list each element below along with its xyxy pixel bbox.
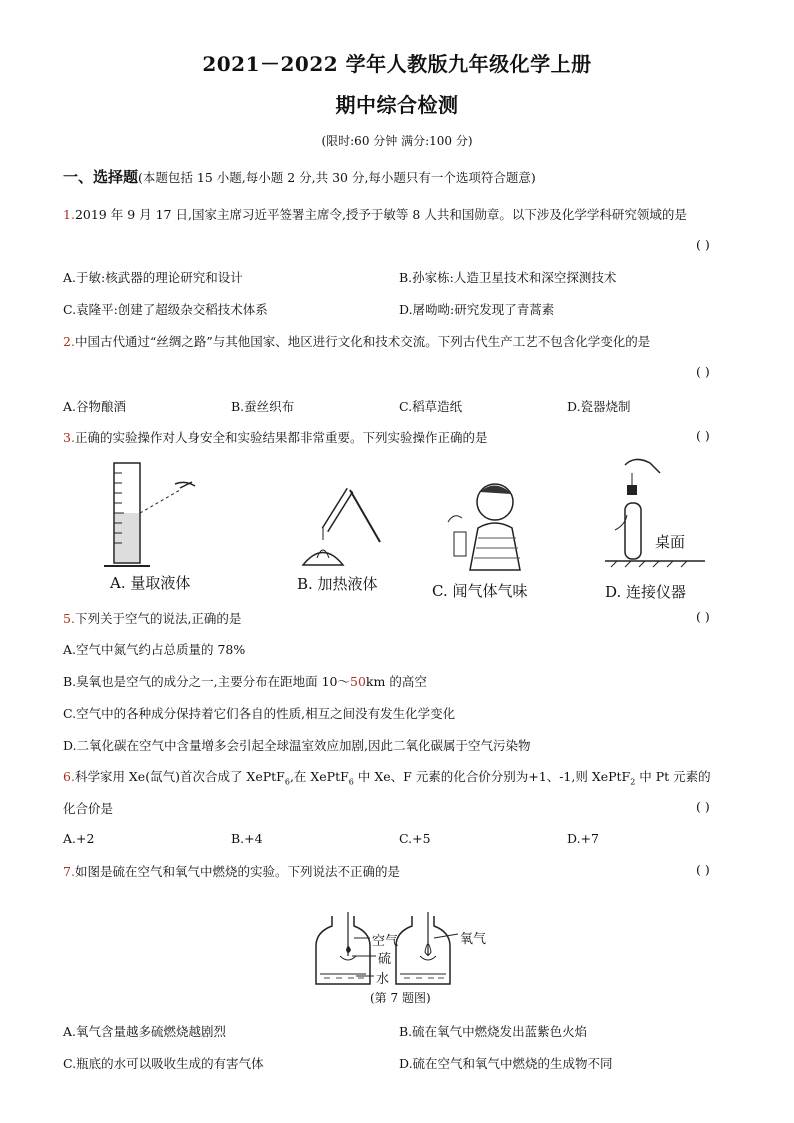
exam-title: 2021－2022 学年人教版九年级化学上册 xyxy=(202,52,592,76)
answer-blank: ( ) xyxy=(696,364,710,379)
option-d: D.二氧化碳在空气中含量增多会引起全球温室效应加剧,因此二氧化碳属于空气污染物 xyxy=(63,738,531,753)
question-2-stem xyxy=(63,332,650,350)
option-text: B.臭氧也是空气的成分之一,主要分布在距地面 10～ xyxy=(63,674,351,689)
option-a: A.+2 xyxy=(63,831,95,846)
option-d: D.硫在空气和氧气中燃烧的生成物不同 xyxy=(399,1056,613,1071)
question-text: ,在 XePtF xyxy=(289,769,349,784)
answer-blank: ( ) xyxy=(696,609,710,624)
section-desc: (本题包括 15 小题,每小题 2 分,共 30 分,每小题只有一个选项符合题意) xyxy=(138,170,536,185)
question-number: 6. xyxy=(63,769,75,784)
question-number: 3. xyxy=(63,430,75,445)
smelling-gas-figure xyxy=(440,478,540,573)
answer-blank: ( ) xyxy=(696,799,710,814)
subscript: 2 xyxy=(630,777,636,787)
section-label: 一、选择题 xyxy=(63,168,139,186)
figure-label-oxygen: 氧气 xyxy=(460,932,487,947)
question-text: 中国古代通过“丝绸之路”与其他国家、地区进行文化和技术交流。下列古代生产工艺不包含化学变化的是 xyxy=(74,334,651,349)
answer-blank: ( ) xyxy=(696,862,710,877)
question-text: 中 Pt 元素的 xyxy=(635,769,711,784)
option-b: B.蚕丝织布 xyxy=(231,399,295,414)
option-b: B.硫在氧气中燃烧发出蓝紫色火焰 xyxy=(399,1024,588,1039)
question-1-stem xyxy=(63,205,687,223)
answer-blank: ( ) xyxy=(696,237,710,252)
option-highlight: 50 xyxy=(350,674,366,689)
figure-label-d: D. 连接仪器 xyxy=(605,583,687,601)
section-heading xyxy=(63,166,536,187)
question-number: 5. xyxy=(63,611,75,626)
option-c: C.+5 xyxy=(399,831,431,846)
question-text: 中 Xe、F 元素的化合价分别为+1、-1,则 XePtF xyxy=(353,769,631,784)
test-tube-heating-figure xyxy=(295,480,395,575)
option-d: D.瓷器烧制 xyxy=(567,399,631,414)
figure-label-b: B. 加热液体 xyxy=(297,575,378,593)
question-7-stem xyxy=(63,862,400,880)
question-3-stem xyxy=(63,428,487,446)
option-d: D.+7 xyxy=(567,831,599,846)
option-a: A.氧气含量越多硫燃烧越剧烈 xyxy=(63,1024,227,1039)
option-c: C.空气中的各种成分保持着它们各自的性质,相互之间没有发生化学变化 xyxy=(63,706,456,721)
connecting-apparatus-figure xyxy=(605,455,715,580)
option-c: C.袁隆平:创建了超级杂交稻技术体系 xyxy=(63,302,268,317)
option-text: km 的高空 xyxy=(365,674,427,689)
option-a: A.空气中氮气约占总质量的 78% xyxy=(63,642,246,657)
sulfur-combustion-figure xyxy=(310,912,490,992)
question-6-stem-line2: 化合价是 xyxy=(63,801,114,816)
subscript: 6 xyxy=(348,777,354,787)
figure-label-c: C. 闻气体气味 xyxy=(432,582,528,600)
question-6-stem xyxy=(63,767,711,787)
option-b: B.+4 xyxy=(231,831,263,846)
figure-caption: (第 7 题图) xyxy=(370,991,431,1005)
figure-label-a: A. 量取液体 xyxy=(110,574,191,592)
option-b: B.孙家栋:人造卫星技术和深空探测技术 xyxy=(399,270,617,285)
exam-subtitle: 期中综合检测 xyxy=(335,93,459,117)
exam-meta: (限时:60 分钟 满分:100 分) xyxy=(321,134,473,148)
question-5-stem xyxy=(63,609,241,627)
question-text: 下列关于空气的说法,正确的是 xyxy=(74,611,242,626)
question-text: 2019 年 9 月 17 日,国家主席习近平签署主席令,授予于敏等 8 人共和国勋章。以下涉及化学学科研究领域的是 xyxy=(74,207,687,222)
option-c: C.稻草造纸 xyxy=(399,399,463,414)
question-number: 2. xyxy=(63,334,75,349)
question-text: 科学家用 Xe(氙气)首次合成了 XePtF xyxy=(74,769,285,784)
figure-label-air: 空气 xyxy=(372,934,399,949)
option-a: A.于敏:核武器的理论研究和设计 xyxy=(63,270,243,285)
option-d: D.屠呦呦:研究发现了青蒿素 xyxy=(399,302,555,317)
answer-blank: ( ) xyxy=(696,428,710,443)
question-text: 如图是硫在空气和氧气中燃烧的实验。下列说法不正确的是 xyxy=(74,864,400,879)
question-number: 7. xyxy=(63,864,75,879)
graduated-cylinder-figure xyxy=(100,458,210,578)
option-c: C.瓶底的水可以吸收生成的有害气体 xyxy=(63,1056,264,1071)
question-number: 1. xyxy=(63,207,75,222)
figure-label-water: 水 xyxy=(376,972,390,987)
option-a: A.谷物酿酒 xyxy=(63,399,127,414)
subscript: 6 xyxy=(284,777,290,787)
desk-label: 桌面 xyxy=(655,533,686,551)
figure-label-sulfur: 硫 xyxy=(378,952,392,967)
question-text: 正确的实验操作对人身安全和实验结果都非常重要。下列实验操作正确的是 xyxy=(74,430,488,445)
option-b xyxy=(63,672,427,690)
